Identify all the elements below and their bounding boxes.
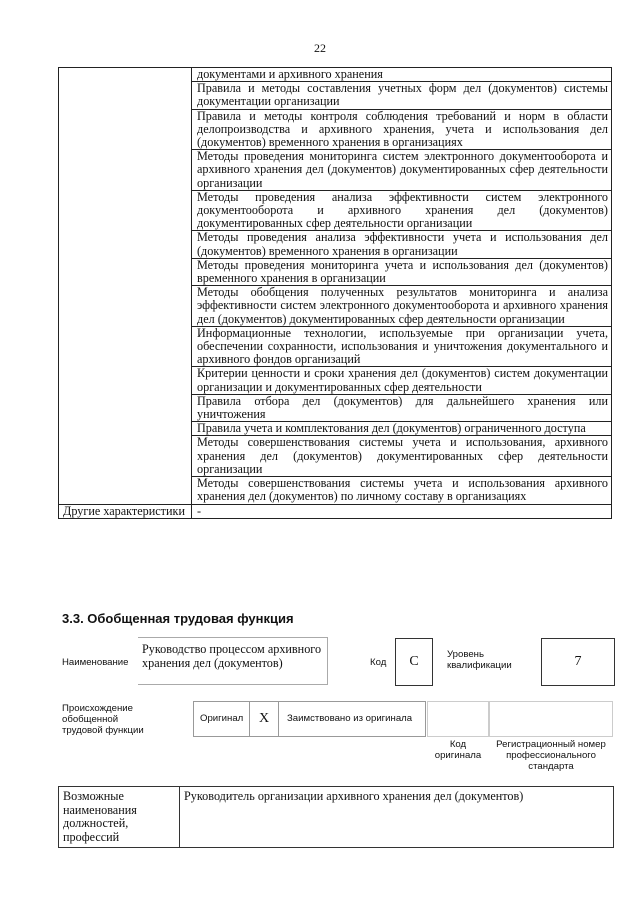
positions-value: Руководитель организации архивного хранения дел (документов) [180,787,614,848]
positions-table [58,786,614,848]
code-original-caption: Код оригинала [434,739,482,761]
knowledge-item: Методы проведения мониторинга учета и использования дел (документов) временного хранения в организации [192,258,612,285]
code-value: C [395,638,433,686]
knowledge-table [58,67,612,519]
positions-label: Возможные наименования должностей, профессий [59,787,180,848]
knowledge-item: Методы обобщения полученных результатов мониторинга и анализа эффективности систем электронного документооборота и архивного хранения дел (документов) документированных сфер деятельности организации [192,286,612,327]
level-value: 7 [541,638,615,686]
other-characteristics-value: - [192,504,612,518]
function-name-field: Руководство процессом архивного хранения дел (документов) [138,637,328,685]
knowledge-item: Методы проведения анализа эффективности учета и использования дел (документов) временного хранения в организации [192,231,612,258]
knowledge-item: документами и архивного хранения [192,68,612,82]
other-characteristics-label: Другие характеристики [59,504,192,518]
knowledge-item: Критерии ценности и сроки хранения дел (документов) систем документации организации и документированных сфер деятельности [192,367,612,394]
knowledge-item: Правила отбора дел (документов) для дальнейшего хранения или уничтожения [192,394,612,421]
original-mark: X [249,701,279,737]
knowledge-item: Методы проведения анализа эффективности систем электронного документооборота и архивного хранения дел (документов) документированных сфер деятельности организации [192,190,612,231]
knowledge-item: Методы проведения мониторинга систем электронного документооборота и архивного хранения дел (документов) документированных сфер деятельности организации [192,150,612,191]
borrowed-label: Заимствовано из оригинала [287,713,413,724]
knowledge-item: Правила учета и комплектования дел (документов) ограниченного доступа [192,422,612,436]
code-label: Код [370,657,387,668]
knowledge-item: Правила и методы составления учетных форм дел (документов) системы документации организации [192,82,612,109]
level-label: Уровень квалификации [447,649,512,671]
knowledge-item: Информационные технологии, используемые при организации учета, обеспечении сохранности, использования и уничтожения документального и архивного фондов организаций [192,326,612,367]
section-title: 3.3. Обобщенная трудовая функция [62,611,294,626]
knowledge-row [59,68,612,82]
origin-label: Происхождение обобщенной трудовой функции [62,703,144,736]
reg-number-box [489,701,613,737]
knowledge-item: Правила и методы контроля соблюдения требований и норм в области делопроизводства и архивного хранения, учета и использования дел (документов) временного хранения в организациях [192,109,612,150]
name-label: Наименование [62,657,129,668]
knowledge-item: Методы совершенствования системы учета и использования, архивного хранения дел (документов) документированных сфер деятельности организации [192,436,612,477]
knowledge-item: Методы совершенствования системы учета и использования архивного хранения дел (документов) по личному составу в организациях [192,477,612,504]
code-original-box [427,701,489,737]
other-characteristics-row [59,504,612,518]
knowledge-label-cell [59,68,192,505]
reg-number-caption: Регистрационный номер профессионального стандарта [496,739,606,772]
page-number: 22 [314,41,326,55]
original-label: Оригинал [200,713,244,724]
